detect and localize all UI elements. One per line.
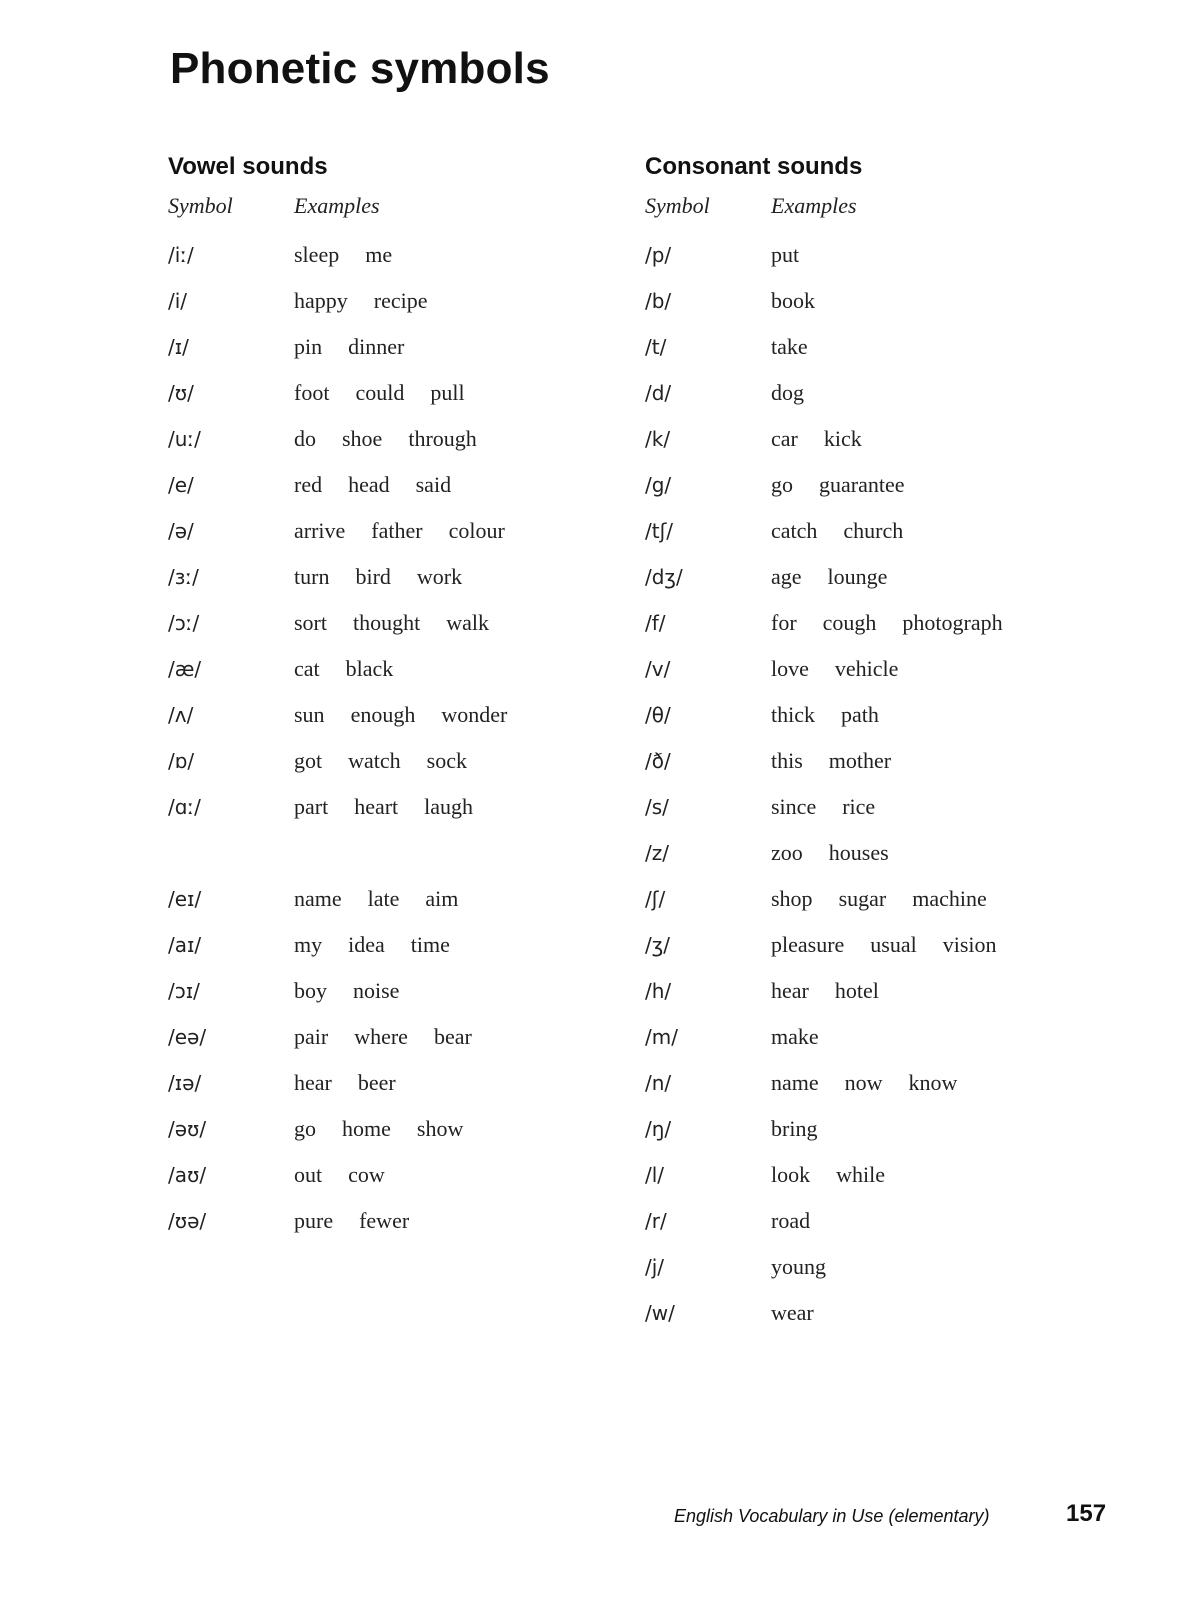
example-word: age bbox=[771, 564, 802, 589]
example-words bbox=[771, 968, 879, 1014]
example-word: pleasure bbox=[771, 932, 845, 957]
example-word: houses bbox=[828, 840, 889, 865]
vowel-row bbox=[168, 922, 628, 968]
vowel-rows bbox=[168, 232, 628, 1244]
example-word: sock bbox=[426, 748, 467, 773]
examples-column-header: Examples bbox=[771, 193, 857, 218]
example-word: heart bbox=[354, 794, 399, 819]
example-word: where bbox=[354, 1024, 408, 1049]
phonetic-symbol: /aʊ/ bbox=[168, 1163, 207, 1187]
example-word: fewer bbox=[359, 1208, 410, 1233]
example-words bbox=[294, 922, 450, 968]
example-word: lounge bbox=[827, 564, 888, 589]
example-words bbox=[294, 1060, 396, 1106]
example-word: young bbox=[771, 1254, 826, 1279]
example-words bbox=[771, 508, 903, 554]
example-word: for bbox=[771, 610, 797, 635]
example-word: bird bbox=[355, 564, 391, 589]
example-word: kick bbox=[823, 426, 862, 451]
example-word: aim bbox=[425, 886, 459, 911]
example-words bbox=[771, 1198, 810, 1244]
consonant-row bbox=[645, 646, 1105, 692]
phonetic-symbol: /m/ bbox=[645, 1025, 678, 1049]
example-words bbox=[771, 922, 997, 968]
phonetic-symbol: /ɔː/ bbox=[168, 611, 200, 635]
phonetic-symbol: /aɪ/ bbox=[168, 933, 202, 957]
example-word: boy bbox=[294, 978, 327, 1003]
example-words bbox=[771, 738, 891, 784]
consonant-row bbox=[645, 416, 1105, 462]
vowel-row bbox=[168, 1198, 628, 1244]
example-word: show bbox=[416, 1116, 464, 1141]
phonetic-symbol: /t/ bbox=[645, 335, 667, 359]
example-word: head bbox=[348, 472, 390, 497]
vowel-row bbox=[168, 1106, 628, 1152]
example-word: church bbox=[843, 518, 904, 543]
phonetic-symbol: /iː/ bbox=[168, 243, 194, 267]
consonant-row bbox=[645, 784, 1105, 830]
symbol-column-header: Symbol bbox=[168, 193, 233, 218]
example-word: watch bbox=[348, 748, 401, 773]
example-word: cough bbox=[822, 610, 877, 635]
phonetic-symbol: /b/ bbox=[645, 289, 672, 313]
example-words bbox=[771, 692, 879, 738]
example-words bbox=[294, 784, 473, 830]
example-word: love bbox=[771, 656, 809, 681]
example-word: sugar bbox=[838, 886, 887, 911]
phonetic-symbol: /ɑː/ bbox=[168, 795, 201, 819]
consonant-row bbox=[645, 1106, 1105, 1152]
example-word: turn bbox=[294, 564, 330, 589]
example-word: pair bbox=[294, 1024, 329, 1049]
example-word: machine bbox=[912, 886, 987, 911]
example-word: bear bbox=[433, 1024, 472, 1049]
example-word: cow bbox=[348, 1162, 385, 1187]
consonant-row bbox=[645, 738, 1105, 784]
vowel-row bbox=[168, 646, 628, 692]
vowel-sounds-heading: Vowel sounds bbox=[168, 153, 328, 180]
phonetic-symbol: /ɜː/ bbox=[168, 565, 199, 589]
phonetic-symbol: /d/ bbox=[645, 381, 672, 405]
example-word: now bbox=[844, 1070, 883, 1095]
example-word: red bbox=[294, 472, 323, 497]
example-word: book bbox=[771, 288, 815, 313]
consonant-row bbox=[645, 968, 1105, 1014]
example-word: this bbox=[771, 748, 803, 773]
example-word: late bbox=[367, 886, 400, 911]
consonant-row bbox=[645, 554, 1105, 600]
example-word: car bbox=[771, 426, 798, 451]
example-word: thick bbox=[771, 702, 815, 727]
example-words bbox=[294, 1014, 472, 1060]
example-word: since bbox=[771, 794, 817, 819]
symbol-column-header: Symbol bbox=[645, 193, 710, 218]
phonetic-symbol: /ɔɪ/ bbox=[168, 979, 200, 1003]
example-words bbox=[294, 876, 458, 922]
phonetic-symbol: /j/ bbox=[645, 1255, 665, 1279]
phonetic-symbol: /ɪ/ bbox=[168, 335, 189, 359]
vowel-row bbox=[168, 968, 628, 1014]
example-word: wonder bbox=[441, 702, 508, 727]
example-word: hear bbox=[771, 978, 809, 1003]
page-number: 157 bbox=[1066, 1500, 1107, 1527]
example-word: work bbox=[416, 564, 463, 589]
phonetic-symbol: /ʃ/ bbox=[645, 887, 666, 911]
consonant-row bbox=[645, 692, 1105, 738]
example-word: pure bbox=[294, 1208, 334, 1233]
phonetic-symbol: /z/ bbox=[645, 841, 669, 865]
example-words bbox=[294, 324, 404, 370]
vowel-row bbox=[168, 278, 628, 324]
vowel-row bbox=[168, 1152, 628, 1198]
example-words bbox=[771, 324, 808, 370]
example-word: catch bbox=[771, 518, 818, 543]
phonetic-symbol: /θ/ bbox=[645, 703, 671, 727]
phonetic-symbol: /p/ bbox=[645, 243, 672, 267]
example-words bbox=[771, 1290, 814, 1336]
consonant-row bbox=[645, 922, 1105, 968]
example-words bbox=[771, 416, 862, 462]
example-words bbox=[294, 554, 462, 600]
vowel-row bbox=[168, 324, 628, 370]
example-words bbox=[294, 370, 465, 416]
phonetic-symbol: /n/ bbox=[645, 1071, 672, 1095]
phonetic-symbol: /ð/ bbox=[645, 749, 671, 773]
example-word: me bbox=[365, 242, 393, 267]
example-word: name bbox=[771, 1070, 819, 1095]
example-word: sleep bbox=[294, 242, 340, 267]
vowel-row bbox=[168, 738, 628, 784]
example-words bbox=[771, 1060, 957, 1106]
example-word: colour bbox=[448, 518, 505, 543]
consonant-row bbox=[645, 324, 1105, 370]
example-words bbox=[771, 1244, 826, 1290]
phonetic-symbol: /s/ bbox=[645, 795, 669, 819]
example-words bbox=[771, 278, 815, 324]
consonant-row bbox=[645, 232, 1105, 278]
consonant-row bbox=[645, 1014, 1105, 1060]
consonant-row bbox=[645, 370, 1105, 416]
vowel-row bbox=[168, 784, 628, 830]
example-word: go bbox=[771, 472, 793, 497]
example-word: could bbox=[355, 380, 405, 405]
example-words bbox=[771, 646, 898, 692]
consonant-row bbox=[645, 600, 1105, 646]
example-words bbox=[294, 968, 399, 1014]
example-word: take bbox=[771, 334, 808, 359]
example-word: while bbox=[836, 1162, 886, 1187]
page-title: Phonetic symbols bbox=[170, 44, 550, 93]
vowel-row bbox=[168, 554, 628, 600]
example-word: cat bbox=[294, 656, 320, 681]
phonetic-symbol: /v/ bbox=[645, 657, 671, 681]
consonant-row bbox=[645, 278, 1105, 324]
example-words bbox=[294, 278, 428, 324]
phonetic-symbol: /i/ bbox=[168, 289, 188, 313]
phonetic-symbol: /ʊ/ bbox=[168, 381, 194, 405]
example-word: got bbox=[294, 748, 323, 773]
example-word: go bbox=[294, 1116, 316, 1141]
example-words bbox=[294, 508, 505, 554]
example-word: thought bbox=[353, 610, 421, 635]
example-words bbox=[294, 1106, 463, 1152]
vowel-row bbox=[168, 876, 628, 922]
phonetic-symbol: /uː/ bbox=[168, 427, 201, 451]
phonetic-symbol: /ɒ/ bbox=[168, 749, 195, 773]
vowel-column-headers bbox=[168, 184, 628, 228]
examples-column-header: Examples bbox=[294, 193, 380, 218]
phonetic-symbol: /ʊə/ bbox=[168, 1209, 207, 1233]
example-word: do bbox=[294, 426, 316, 451]
example-words bbox=[771, 554, 887, 600]
example-word: vehicle bbox=[834, 656, 899, 681]
example-word: wear bbox=[771, 1300, 814, 1325]
example-word: laugh bbox=[424, 794, 474, 819]
example-word: enough bbox=[350, 702, 416, 727]
vowel-row bbox=[168, 462, 628, 508]
phonetic-symbol: /h/ bbox=[645, 979, 672, 1003]
consonant-row bbox=[645, 1060, 1105, 1106]
consonant-row bbox=[645, 830, 1105, 876]
example-words bbox=[771, 830, 889, 876]
phonetic-symbol: /eə/ bbox=[168, 1025, 207, 1049]
example-word: said bbox=[415, 472, 452, 497]
phonetic-symbol: /dʒ/ bbox=[645, 565, 683, 589]
example-word: pin bbox=[294, 334, 323, 359]
phonetic-symbol: /əʊ/ bbox=[168, 1117, 207, 1141]
example-word: road bbox=[771, 1208, 811, 1233]
example-words bbox=[771, 1014, 819, 1060]
consonant-row bbox=[645, 1244, 1105, 1290]
consonant-row bbox=[645, 876, 1105, 922]
example-words bbox=[771, 462, 905, 508]
example-word: time bbox=[410, 932, 450, 957]
example-words bbox=[294, 1198, 409, 1244]
example-words bbox=[771, 600, 1003, 646]
phonetic-symbol: /g/ bbox=[645, 473, 672, 497]
example-words bbox=[771, 232, 799, 278]
phonetic-symbol: /ɪə/ bbox=[168, 1071, 202, 1095]
vowel-row bbox=[168, 600, 628, 646]
example-word: zoo bbox=[771, 840, 803, 865]
example-word: make bbox=[771, 1024, 819, 1049]
vowel-row bbox=[168, 1060, 628, 1106]
example-word: recipe bbox=[373, 288, 428, 313]
vowel-row bbox=[168, 232, 628, 278]
example-word: shop bbox=[771, 886, 813, 911]
phonetic-symbol: /e/ bbox=[168, 473, 194, 497]
example-word: foot bbox=[294, 380, 330, 405]
example-word: mother bbox=[828, 748, 892, 773]
phonetic-symbol: /ʒ/ bbox=[645, 933, 671, 957]
example-word: hear bbox=[294, 1070, 332, 1095]
example-word: bring bbox=[771, 1116, 818, 1141]
vowel-row bbox=[168, 508, 628, 554]
example-words bbox=[294, 738, 467, 784]
book-title-footer: English Vocabulary in Use (elementary) bbox=[674, 1506, 990, 1526]
example-word: part bbox=[294, 794, 329, 819]
consonant-row bbox=[645, 1198, 1105, 1244]
example-word: out bbox=[294, 1162, 323, 1187]
example-words bbox=[294, 416, 477, 462]
example-word: usual bbox=[870, 932, 917, 957]
example-word: dinner bbox=[348, 334, 405, 359]
phonetic-symbol: /æ/ bbox=[168, 657, 202, 681]
consonant-sounds-section bbox=[645, 150, 1105, 1336]
example-word: photograph bbox=[902, 610, 1003, 635]
vowel-row bbox=[168, 370, 628, 416]
phonetic-symbol: /f/ bbox=[645, 611, 666, 635]
phonetic-symbol: /tʃ/ bbox=[645, 519, 674, 543]
example-word: noise bbox=[353, 978, 400, 1003]
example-words bbox=[771, 1106, 817, 1152]
example-word: look bbox=[771, 1162, 811, 1187]
example-word: idea bbox=[348, 932, 385, 957]
vowel-row bbox=[168, 692, 628, 738]
example-word: through bbox=[408, 426, 477, 451]
phonetic-symbol: /r/ bbox=[645, 1209, 667, 1233]
example-word: happy bbox=[294, 288, 348, 313]
vowel-row bbox=[168, 1014, 628, 1060]
example-words bbox=[771, 370, 804, 416]
phonetic-symbol: /ŋ/ bbox=[645, 1117, 672, 1141]
example-word: beer bbox=[357, 1070, 396, 1095]
consonant-row bbox=[645, 1152, 1105, 1198]
example-word: rice bbox=[842, 794, 876, 819]
example-word: sort bbox=[294, 610, 327, 635]
example-word: arrive bbox=[294, 518, 346, 543]
consonant-sounds-heading: Consonant sounds bbox=[645, 153, 863, 180]
consonant-rows bbox=[645, 232, 1105, 1336]
example-word: guarantee bbox=[819, 472, 905, 497]
example-words bbox=[771, 1152, 885, 1198]
phonetic-symbol: /w/ bbox=[645, 1301, 675, 1325]
example-word: father bbox=[371, 518, 423, 543]
vowel-row bbox=[168, 416, 628, 462]
phonetic-symbol: /ə/ bbox=[168, 519, 194, 543]
phonetic-symbol: /ʌ/ bbox=[168, 703, 194, 727]
vowel-sounds-section bbox=[168, 150, 628, 1244]
example-words bbox=[294, 462, 451, 508]
example-word: know bbox=[908, 1070, 958, 1095]
example-word: hotel bbox=[834, 978, 879, 1003]
example-word: sun bbox=[294, 702, 325, 727]
consonant-row bbox=[645, 508, 1105, 554]
example-words bbox=[294, 232, 392, 278]
example-words bbox=[771, 784, 875, 830]
consonant-column-headers bbox=[645, 184, 1105, 228]
example-word: vision bbox=[942, 932, 997, 957]
phonetic-symbol: /k/ bbox=[645, 427, 671, 451]
example-word: walk bbox=[446, 610, 489, 635]
example-word: home bbox=[342, 1116, 391, 1141]
consonant-row bbox=[645, 1290, 1105, 1336]
phonetic-symbol: /eɪ/ bbox=[168, 887, 202, 911]
example-word: black bbox=[345, 656, 394, 681]
example-words bbox=[294, 692, 507, 738]
example-words bbox=[294, 1152, 385, 1198]
example-word: pull bbox=[430, 380, 465, 405]
example-word: my bbox=[294, 932, 323, 957]
example-word: shoe bbox=[342, 426, 383, 451]
example-words bbox=[294, 646, 393, 692]
example-words bbox=[294, 600, 489, 646]
example-word: put bbox=[771, 242, 800, 267]
example-word: dog bbox=[771, 380, 804, 405]
example-word: path bbox=[841, 702, 879, 727]
example-word: name bbox=[294, 886, 342, 911]
example-words bbox=[771, 876, 987, 922]
consonant-row bbox=[645, 462, 1105, 508]
phonetic-symbol: /l/ bbox=[645, 1163, 665, 1187]
